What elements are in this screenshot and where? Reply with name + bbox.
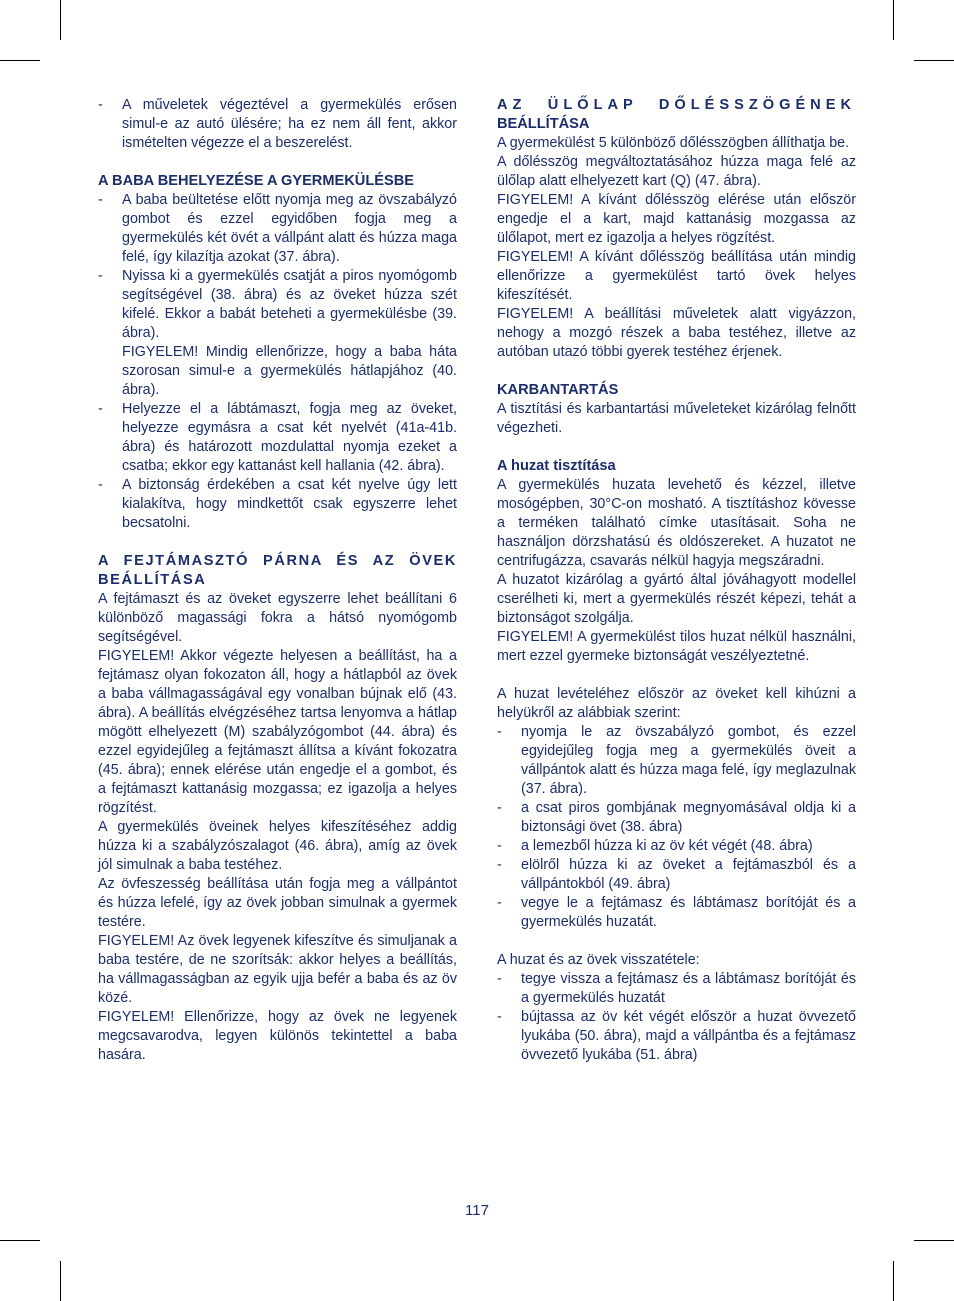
left-column	[98, 96, 457, 1065]
paragraph: FIGYELEM! Akkor végezte helyesen a beállítást, ha a fejtámasz olyan fokozaton áll, hogy a hátlapból az övek a baba vállmagasságával egy vonalban bújnak elő (43. ábra). A beállítás elvégzéséhez tartsa lenyomva a hátlap mögött elhelyezett (M) szabályzógombot (44. ábra) és ezzel egyidejűleg a fejtámaszt állítsa a kívánt fokozatra (45. ábra); ennek elérése után engedje el a gombot, és a fejtámaszt kattanásig mozgassa; ez igazolja a helyes rögzítést.	[98, 648, 457, 816]
crop-mark	[0, 1240, 40, 1241]
list-item: - a csat piros gombjának megnyomásával oldja ki a biztonsági övet (38. ábra)	[497, 800, 856, 835]
crop-mark	[893, 0, 894, 40]
list-item: - tegye vissza a fejtámasz és a lábtámasz borítóját és a gyermekülés huzatát	[497, 971, 856, 1006]
list-item: - A biztonság érdekében a csat két nyelve úgy lett kialakítva, hogy mindkettőt csak egyszerre lehet becsatolni.	[98, 477, 457, 531]
paragraph: FIGYELEM! A gyermekülést tilos huzat nélkül használni, mert ezzel gyermeke biztonságát veszélyeztetné.	[497, 629, 856, 664]
list-item: - elölről húzza ki az öveket a fejtámaszból és a vállpántokból (49. ábra)	[497, 857, 856, 892]
crop-mark	[60, 0, 61, 40]
paragraph: A gyermekülés öveinek helyes kifeszítéséhez addig húzza ki a szabályzószalagot (46. ábra), amíg az övek jól simulnak a baba testéhez.	[98, 819, 457, 873]
list-item: - A műveletek végeztével a gyermekülés erősen simul-e az autó ülésére; ha ez nem áll fent, akkor ismételten végezze el a beszerelést.	[98, 97, 457, 151]
section-heading-continued: BEÁLLÍTÁSA	[497, 116, 590, 132]
right-column	[497, 96, 856, 1065]
page-number: 117	[465, 1202, 489, 1219]
list-item: - Nyissa ki a gyermekülés csatját a piros nyomógomb segítségével (38. ábra) és az öveket húzza szét kifelé. Ekkor a babát beteheti a gyermekülésbe (39. ábra).	[98, 268, 457, 341]
paragraph: FIGYELEM! Ellenőrizze, hogy az övek ne legyenek megcsavarodva, legyen különös tekintettel a baba hasára.	[98, 1009, 457, 1063]
paragraph: A gyermekülés huzata levehető és kézzel, illetve mosógépben, 30°C-on mosható. A tisztításhoz kövesse a terméken található címke utasításait. Soha ne használjon dörzshatású és oldószereket. A huzatot ne centrifugázza, csavarás nélkül hagyja megszáradni.	[497, 477, 856, 569]
paragraph: A gyermekülést 5 különböző dőlésszögben állíthatja be.	[497, 135, 850, 151]
paragraph: A huzat levételéhez először az öveket kell kihúzni a helyükről az alábbiak szerint:	[497, 686, 856, 721]
paragraph: A fejtámaszt és az öveket egyszerre lehet beállítani 6 különböző magassági fokra a hátsó nyomógomb segítségével.	[98, 591, 457, 645]
paragraph: FIGYELEM! A kívánt dőlésszög beállítása után mindig ellenőrizze a gyermekülést tartó övek helyes kifeszítését.	[497, 249, 856, 303]
crop-mark	[914, 60, 954, 61]
section-heading: A FEJTÁMASZTÓ PÁRNA ÉS AZ ÖVEK BEÁLLÍTÁSA	[98, 553, 457, 588]
paragraph: A huzatot kizárólag a gyártó által jóváhagyott modellel cserélheti ki, mert a gyermekülés részét képezi, tehát a biztonságot szolgálja.	[497, 572, 856, 626]
list-item: - Helyezze el a lábtámaszt, fogja meg az öveket, helyezze egymásra a csat két nyelvét (41a-41b. ábra) és határozott mozdulattal nyomja ezeket a csatba; ekkor egy kattanást kell hallania (42. ábra).	[98, 401, 457, 474]
section-heading: AZ ÜLŐLAP DŐLÉSSZÖGÉNEK	[497, 97, 856, 113]
list-item: - vegye le a fejtámasz és lábtámasz borítóját és a gyermekülés huzatát.	[497, 895, 856, 930]
list-item: - A baba beültetése előtt nyomja meg az övszabályzó gombot és ezzel egyidőben fogja meg a gyermekülés két övét a vállpánt alatt és húzza maga felé, így kilazítja azokat (37. ábra).	[98, 192, 457, 265]
paragraph: A dőlésszög megváltoztatásához húzza maga felé az ülőlap alatt elhelyezett kart (Q) (47. ábra).	[497, 154, 856, 189]
crop-mark	[893, 1261, 894, 1301]
list-item: - a lemezből húzza ki az öv két végét (48. ábra)	[497, 838, 813, 854]
crop-mark	[914, 1240, 954, 1241]
list-item: - nyomja le az övszabályzó gombot, és ezzel egyidejűleg fogja meg a gyermekülés öveit a vállpántok alatt és húzza maga felé, így meglazulnak (37. ábra).	[497, 724, 856, 797]
paragraph: FIGYELEM! A beállítási műveletek alatt vigyázzon, nehogy a mozgó részek a baba testéhez, illetve az autóban utazó többi gyerek testéhez érjenek.	[497, 306, 856, 360]
paragraph: A tisztítási és karbantartási műveleteket kizárólag felnőtt végezheti.	[497, 401, 856, 436]
crop-mark	[60, 1261, 61, 1301]
paragraph: A huzat és az övek visszatétele:	[497, 952, 700, 968]
list-item-note: FIGYELEM! Mindig ellenőrizze, hogy a baba háta szorosan simul-e a gyermekülés hátlapjához (40. ábra).	[122, 344, 457, 398]
list-item: - bújtassa az öv két végét először a huzat övvezető lyukába (50. ábra), majd a vállpántba és a fejtámasz övvezető lyukába (51. ábra)	[497, 1009, 856, 1063]
paragraph: FIGYELEM! A kívánt dőlésszög elérése után először engedje el a kart, majd kattanásig mozgassa az ülőlapot, mert ez igazolja a helyes rögzítést.	[497, 192, 856, 246]
paragraph: Az övfeszesség beállítása után fogja meg a vállpántot és húzza lefelé, így az övek jobban simulnak a gyermek testére.	[98, 876, 457, 930]
crop-mark	[0, 60, 40, 61]
subsection-heading: A huzat tisztítása	[497, 458, 616, 474]
section-heading: KARBANTARTÁS	[497, 382, 619, 398]
section-heading: A BABA BEHELYEZÉSE A GYERMEKÜLÉSBE	[98, 173, 414, 189]
paragraph: FIGYELEM! Az övek legyenek kifeszítve és simuljanak a baba testére, de ne szorítsák: akkor helyes a beállítás, ha vállmagasságban az egyik ujja befér a baba és az öv közé.	[98, 933, 457, 1006]
